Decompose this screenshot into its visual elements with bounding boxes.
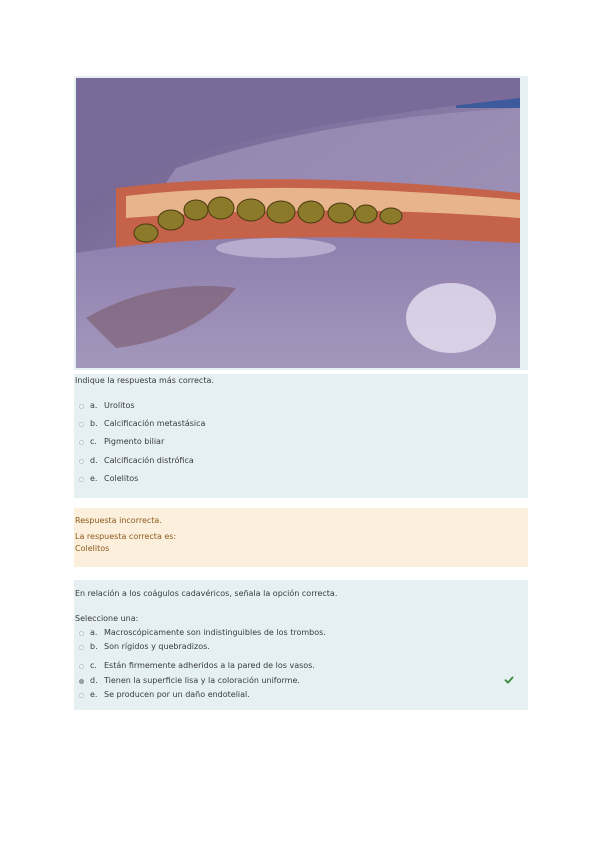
option-letter: a.: [90, 401, 98, 410]
option-text: Macroscópicamente son indistinguibles de los trombos.: [104, 628, 326, 637]
radio-button[interactable]: [79, 459, 84, 464]
q2-option-a[interactable]: [79, 627, 326, 639]
q2-option-c[interactable]: [79, 660, 315, 672]
question-2-panel: [74, 580, 528, 710]
radio-button[interactable]: [79, 631, 84, 636]
question-1-panel: [74, 374, 528, 498]
radio-button[interactable]: [79, 693, 84, 698]
option-text: Colelitos: [104, 474, 139, 483]
option-letter: b.: [90, 642, 98, 651]
radio-button-selected[interactable]: [79, 679, 84, 684]
q1-option-e[interactable]: [79, 473, 138, 485]
q1-option-c[interactable]: [79, 436, 164, 448]
q1-option-d[interactable]: [79, 455, 194, 467]
feedback-status: Respuesta incorrecta.: [75, 516, 162, 525]
option-text: Calcificación distrófica: [104, 456, 194, 465]
select-one-label: Seleccione una:: [75, 614, 139, 623]
option-text: Calcificación metastásica: [104, 419, 206, 428]
option-text: Tienen la superficie lisa y la coloración uniforme.: [104, 676, 300, 685]
q2-option-b[interactable]: [79, 641, 210, 653]
feedback-panel: [74, 508, 528, 567]
question-1-prompt: Indique la respuesta más correcta.: [75, 376, 214, 385]
option-text: Son rígidos y quebradizos.: [104, 642, 210, 651]
radio-button[interactable]: [79, 440, 84, 445]
gallbladder-photo: [76, 78, 520, 368]
option-letter: e.: [90, 690, 98, 699]
question-2-prompt: En relación a los coágulos cadavéricos, señala la opción correcta.: [75, 589, 338, 598]
radio-button[interactable]: [79, 422, 84, 427]
option-text: Urolitos: [104, 401, 135, 410]
option-text: Se producen por un daño endotelial.: [104, 690, 250, 699]
correct-check-icon: [504, 675, 514, 685]
option-letter: d.: [90, 456, 98, 465]
radio-button[interactable]: [79, 645, 84, 650]
q2-option-d[interactable]: [79, 675, 300, 687]
option-text: Pigmento biliar: [104, 437, 165, 446]
radio-button[interactable]: [79, 664, 84, 669]
correct-answer-label: La respuesta correcta es:: [75, 532, 177, 541]
q2-option-e[interactable]: [79, 689, 250, 701]
option-letter: b.: [90, 419, 98, 428]
option-text: Están firmemente adheridos a la pared de los vasos.: [104, 661, 315, 670]
correct-answer-text: Colelitos: [75, 544, 110, 553]
q1-option-b[interactable]: [79, 418, 205, 430]
question-image: [74, 76, 528, 370]
option-letter: a.: [90, 628, 98, 637]
option-letter: d.: [90, 676, 98, 685]
q1-option-a[interactable]: [79, 400, 135, 412]
radio-button[interactable]: [79, 404, 84, 409]
option-letter: c.: [90, 437, 97, 446]
option-letter: c.: [90, 661, 97, 670]
option-letter: e.: [90, 474, 98, 483]
radio-button[interactable]: [79, 477, 84, 482]
